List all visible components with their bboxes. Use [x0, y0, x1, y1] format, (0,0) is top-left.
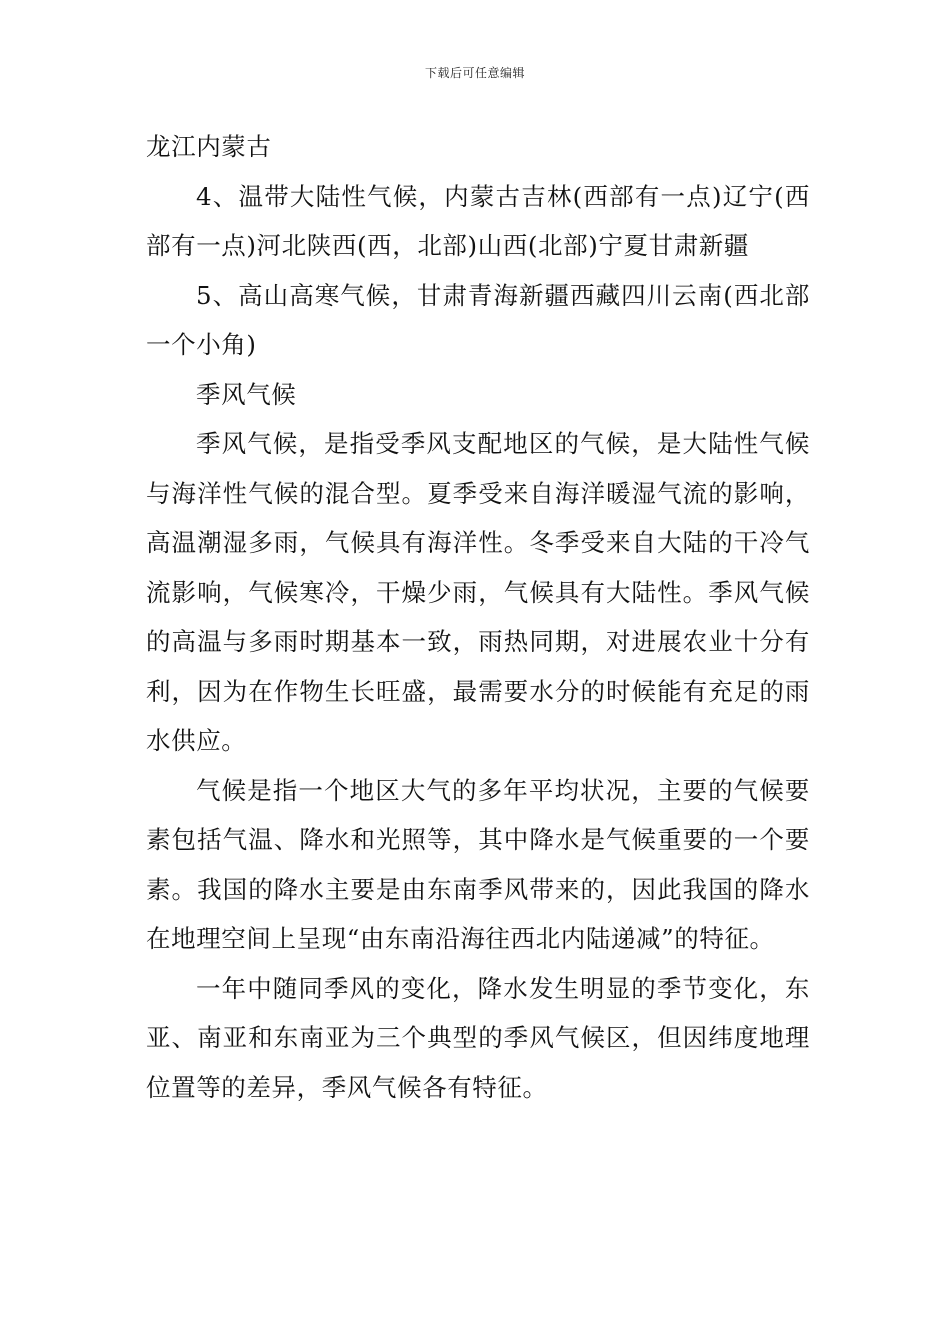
paragraph-item-5: 5、高山高寒气候，甘肃青海新疆西藏四川云南(西北部一个小角): [146, 280, 810, 359]
paragraph-continuation: 龙江内蒙古: [146, 132, 272, 161]
paragraph-seasonal-change: 一年中随同季风的变化，降水发生明显的季节变化，东亚、南亚和东南亚为三个典型的季风气候区，但因纬度地理位置等的差异，季风气候各有特征。: [146, 973, 810, 1102]
paragraph-monsoon-definition: 季风气候，是指受季风支配地区的气候，是大陆性气候与海洋性气候的混合型。夏季受来自海洋暖湿气流的影响，高温潮湿多雨，气候具有海洋性。冬季受来自大陆的干冷气流影响，气候寒冷，干燥少雨，气候具有大陆性。季风气候的高温与多雨时期基本一致，雨热同期，对进展农业十分有利，因为在作物生长旺盛，最需要水分的时候能有充足的雨水供应。: [146, 429, 810, 755]
page-header: 下载后可任意编辑: [424, 66, 525, 80]
paragraph-climate-precipitation: 气候是指一个地区大气的多年平均状况，主要的气候要素包括气温、降水和光照等，其中降水是气候重要的一个要素。我国的降水主要是由东南季风带来的，因此我国的降水在地理空间上呈现“由东南沿海往西北内陆递减”的特征。: [146, 775, 810, 953]
section-heading: 季风气候: [196, 379, 297, 409]
paragraph-item-4: 4、温带大陆性气候，内蒙古吉林(西部有一点)辽宁(西部有一点)河北陕西(西，北部)山西(北部)宁夏甘肃新疆: [146, 181, 810, 260]
document-body: [146, 122, 810, 1112]
